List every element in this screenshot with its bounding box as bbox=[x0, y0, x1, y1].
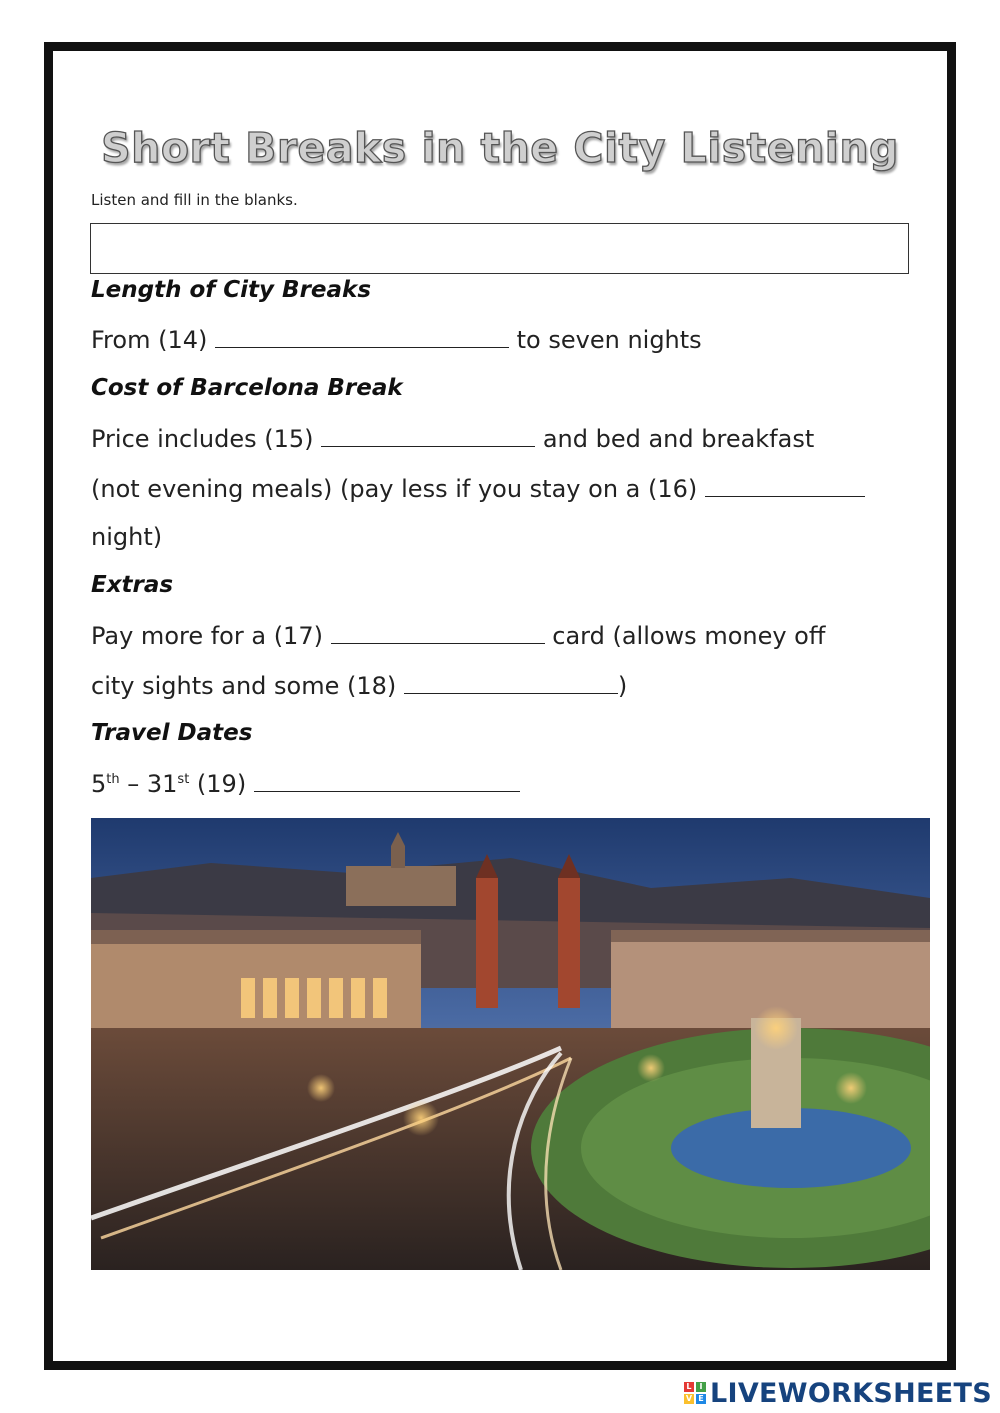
blank-17[interactable] bbox=[331, 621, 545, 644]
date-end-suffix: st bbox=[177, 772, 190, 787]
line-cost-1 bbox=[91, 424, 814, 453]
line-cost-2 bbox=[91, 474, 865, 503]
date-start: 5 bbox=[91, 770, 107, 798]
line-length-1 bbox=[91, 325, 702, 354]
logo-letter: I bbox=[696, 1382, 706, 1392]
line-travel-1 bbox=[91, 769, 520, 798]
heading-travel: Travel Dates bbox=[91, 720, 253, 746]
logo-letter: E bbox=[696, 1394, 706, 1404]
text-segment: From (14) bbox=[91, 326, 208, 354]
line-extras-1 bbox=[91, 621, 825, 650]
blank-18[interactable] bbox=[404, 671, 618, 694]
instructions-text: Listen and fill in the blanks. bbox=[91, 191, 298, 209]
text-segment: ) bbox=[617, 672, 628, 700]
text-segment: Price includes (15) bbox=[91, 425, 314, 453]
date-dash: – 31 bbox=[119, 770, 178, 798]
text-segment: card (allows money off bbox=[552, 622, 826, 650]
logo-text: LIVEWORKSHEETS bbox=[709, 1377, 992, 1409]
heading-cost: Cost of Barcelona Break bbox=[91, 375, 403, 401]
text-segment: to seven nights bbox=[516, 326, 702, 354]
text-segment: and bed and breakfast bbox=[542, 425, 815, 453]
city-square-photo bbox=[91, 818, 930, 1270]
logo-letter: V bbox=[685, 1394, 693, 1403]
blank-19[interactable] bbox=[254, 769, 520, 792]
text-segment: city sights and some (18) bbox=[91, 672, 397, 700]
date-start-suffix: th bbox=[106, 772, 120, 787]
logo-letter: L bbox=[684, 1382, 694, 1392]
heading-extras: Extras bbox=[91, 572, 174, 598]
answer-input-box[interactable] bbox=[90, 223, 909, 274]
blank-15[interactable] bbox=[321, 424, 535, 447]
blank-14[interactable] bbox=[215, 325, 509, 348]
line-cost-3: night) bbox=[91, 523, 163, 551]
text-segment: Pay more for a (17) bbox=[91, 622, 323, 650]
blank-16[interactable] bbox=[705, 474, 865, 497]
logo-grid-icon bbox=[684, 1382, 706, 1404]
worksheet-title: Short Breaks in the City Listening bbox=[101, 124, 899, 172]
line-extras-2 bbox=[91, 671, 627, 700]
liveworksheets-logo bbox=[684, 1376, 992, 1410]
text-segment: (not evening meals) (pay less if you stay on a (16) bbox=[91, 475, 698, 503]
heading-length: Length of City Breaks bbox=[91, 277, 372, 303]
question-number: (19) bbox=[189, 770, 247, 798]
